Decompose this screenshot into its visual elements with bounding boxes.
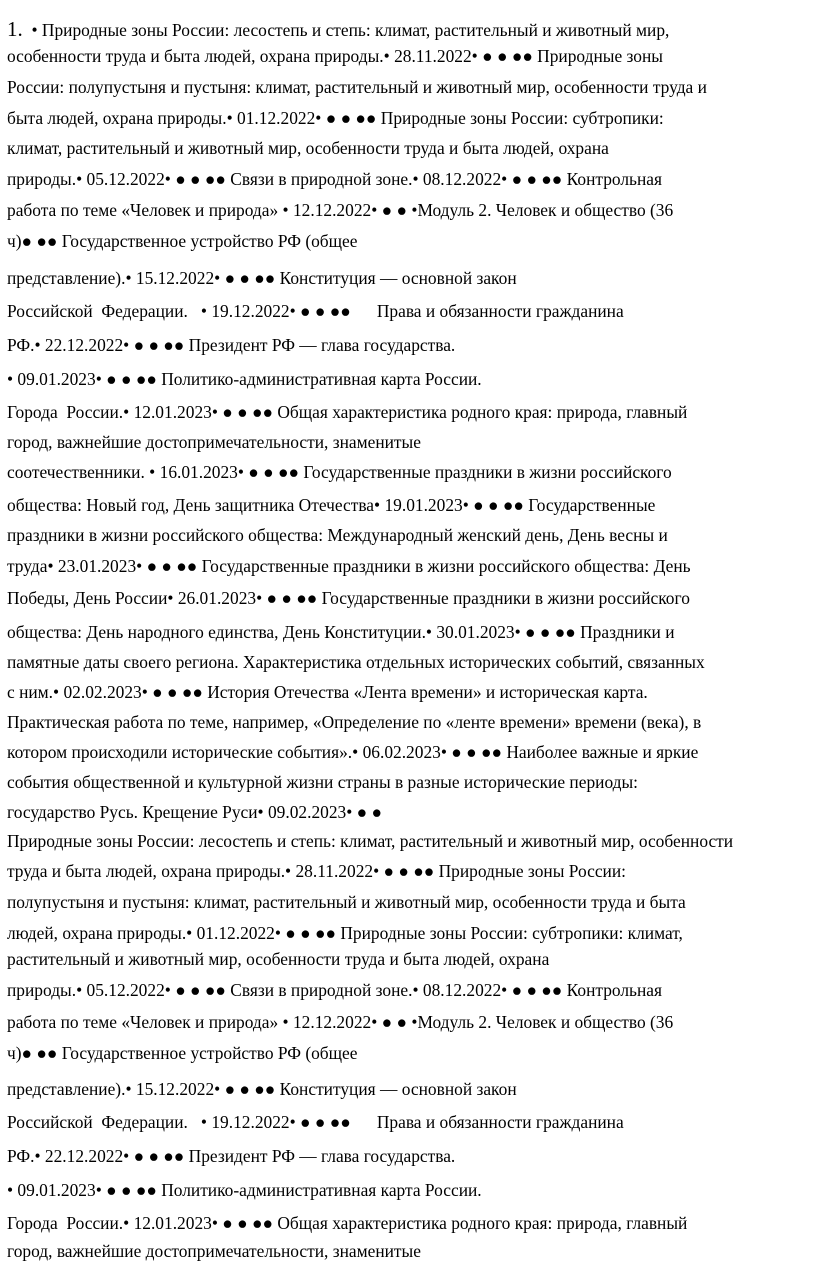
- text-line: РФ.• 22.12.2022• ● ● ●● Президент РФ — глава государства.: [7, 335, 456, 355]
- text-line: труда• 23.01.2023• ● ● ●● Государственные праздники в жизни российского общества: День: [7, 556, 691, 576]
- text-line: работа по теме «Человек и природа» • 12.12.2022• ● ● •Модуль 2. Человек и общество (36: [7, 1012, 674, 1032]
- text-line-content: • Природные зоны России: лесостепь и степь: климат, растительный и животный мир,: [22, 20, 670, 40]
- text-line: город, важнейшие достопримечательности, знаменитые: [7, 1241, 421, 1261]
- text-line: город, важнейшие достопримечательности, знаменитые: [7, 432, 421, 452]
- text-line: растительный и животный мир, особенности труда и быта людей, охрана: [7, 949, 550, 969]
- text-line: Природные зоны России: лесостепь и степь: климат, растительный и животный мир, особенности: [7, 831, 734, 851]
- text-line: общества: День народного единства, День Конституции.• 30.01.2023• ● ● ●● Праздники и: [7, 622, 675, 642]
- text-line: Победы, День России• 26.01.2023• ● ● ●● Государственные праздники в жизни российского: [7, 588, 690, 608]
- text-line: Практическая работа по теме, например, «Определение по «ленте времени» времени (века), в: [7, 712, 702, 732]
- text-line: климат, растительный и животный мир, особенности труда и быта людей, охрана: [7, 138, 609, 158]
- text-line: Города России.• 12.01.2023• ● ● ●● Общая характеристика родного края: природа, главный: [7, 402, 688, 422]
- text-line: • 09.01.2023• ● ● ●● Политико-административная карта России.: [7, 1180, 482, 1200]
- text-line: представление).• 15.12.2022• ● ● ●● Конституция — основной закон: [7, 268, 517, 288]
- text-line: ч)● ●● Государственное устройство РФ (общее: [7, 231, 358, 251]
- text-line: природы.• 05.12.2022• ● ● ●● Связи в природной зоне.• 08.12.2022• ● ● ●● Контрольная: [7, 169, 663, 189]
- text-line: быта людей, охрана природы.• 01.12.2022• ● ● ●● Природные зоны России: субтропики:: [7, 108, 664, 128]
- text-line: работа по теме «Человек и природа» • 12.12.2022• ● ● •Модуль 2. Человек и общество (36: [7, 200, 674, 220]
- text-line: труда и быта людей, охрана природы.• 28.11.2022• ● ● ●● Природные зоны России:: [7, 861, 626, 881]
- text-line: памятные даты своего региона. Характеристика отдельных исторических событий, связанных: [7, 652, 705, 672]
- text-line: государство Русь. Крещение Руси• 09.02.2023• ● ●: [7, 802, 383, 822]
- text-line: РФ.• 22.12.2022• ● ● ●● Президент РФ — глава государства.: [7, 1146, 456, 1166]
- text-line: с ним.• 02.02.2023• ● ● ●● История Отечества «Лента времени» и историческая карта.: [7, 682, 648, 702]
- text-line: полупустыня и пустыня: климат, растительный и животный мир, особенности труда и быта: [7, 892, 686, 912]
- text-line: представление).• 15.12.2022• ● ● ●● Конституция — основной закон: [7, 1079, 517, 1099]
- text-line: • 09.01.2023• ● ● ●● Политико-административная карта России.: [7, 369, 482, 389]
- text-line: праздники в жизни российского общества: Международный женский день, День весны и: [7, 525, 668, 545]
- text-line: котором происходили исторические события».• 06.02.2023• ● ● ●● Наиболее важные и яркие: [7, 742, 699, 762]
- list-number: 1.: [7, 17, 23, 41]
- text-line: природы.• 05.12.2022• ● ● ●● Связи в природной зоне.• 08.12.2022• ● ● ●● Контрольная: [7, 980, 663, 1000]
- text-line: общества: Новый год, День защитника Отечества• 19.01.2023• ● ● ●● Государственные: [7, 495, 656, 515]
- text-line: Города России.• 12.01.2023• ● ● ●● Общая характеристика родного края: природа, главный: [7, 1213, 688, 1233]
- text-line: соотечественники. • 16.01.2023• ● ● ●● Государственные праздники в жизни российского: [7, 462, 672, 482]
- text-line: людей, охрана природы.• 01.12.2022• ● ● ●● Природные зоны России: субтропики: климат,: [7, 923, 683, 943]
- text-line: России: полупустыня и пустыня: климат, растительный и животный мир, особенности труда и: [7, 77, 707, 97]
- text-line: особенности труда и быта людей, охрана природы.• 28.11.2022• ● ● ●● Природные зоны: [7, 46, 663, 66]
- text-line: Российской Федерации. • 19.12.2022• ● ● ●● Права и обязанности гражданина: [7, 301, 624, 321]
- text-line: Российской Федерации. • 19.12.2022• ● ● ●● Права и обязанности гражданина: [7, 1112, 624, 1132]
- text-line: ч)● ●● Государственное устройство РФ (общее: [7, 1043, 358, 1063]
- text-line: события общественной и культурной жизни страны в разные исторические периоды:: [7, 772, 639, 792]
